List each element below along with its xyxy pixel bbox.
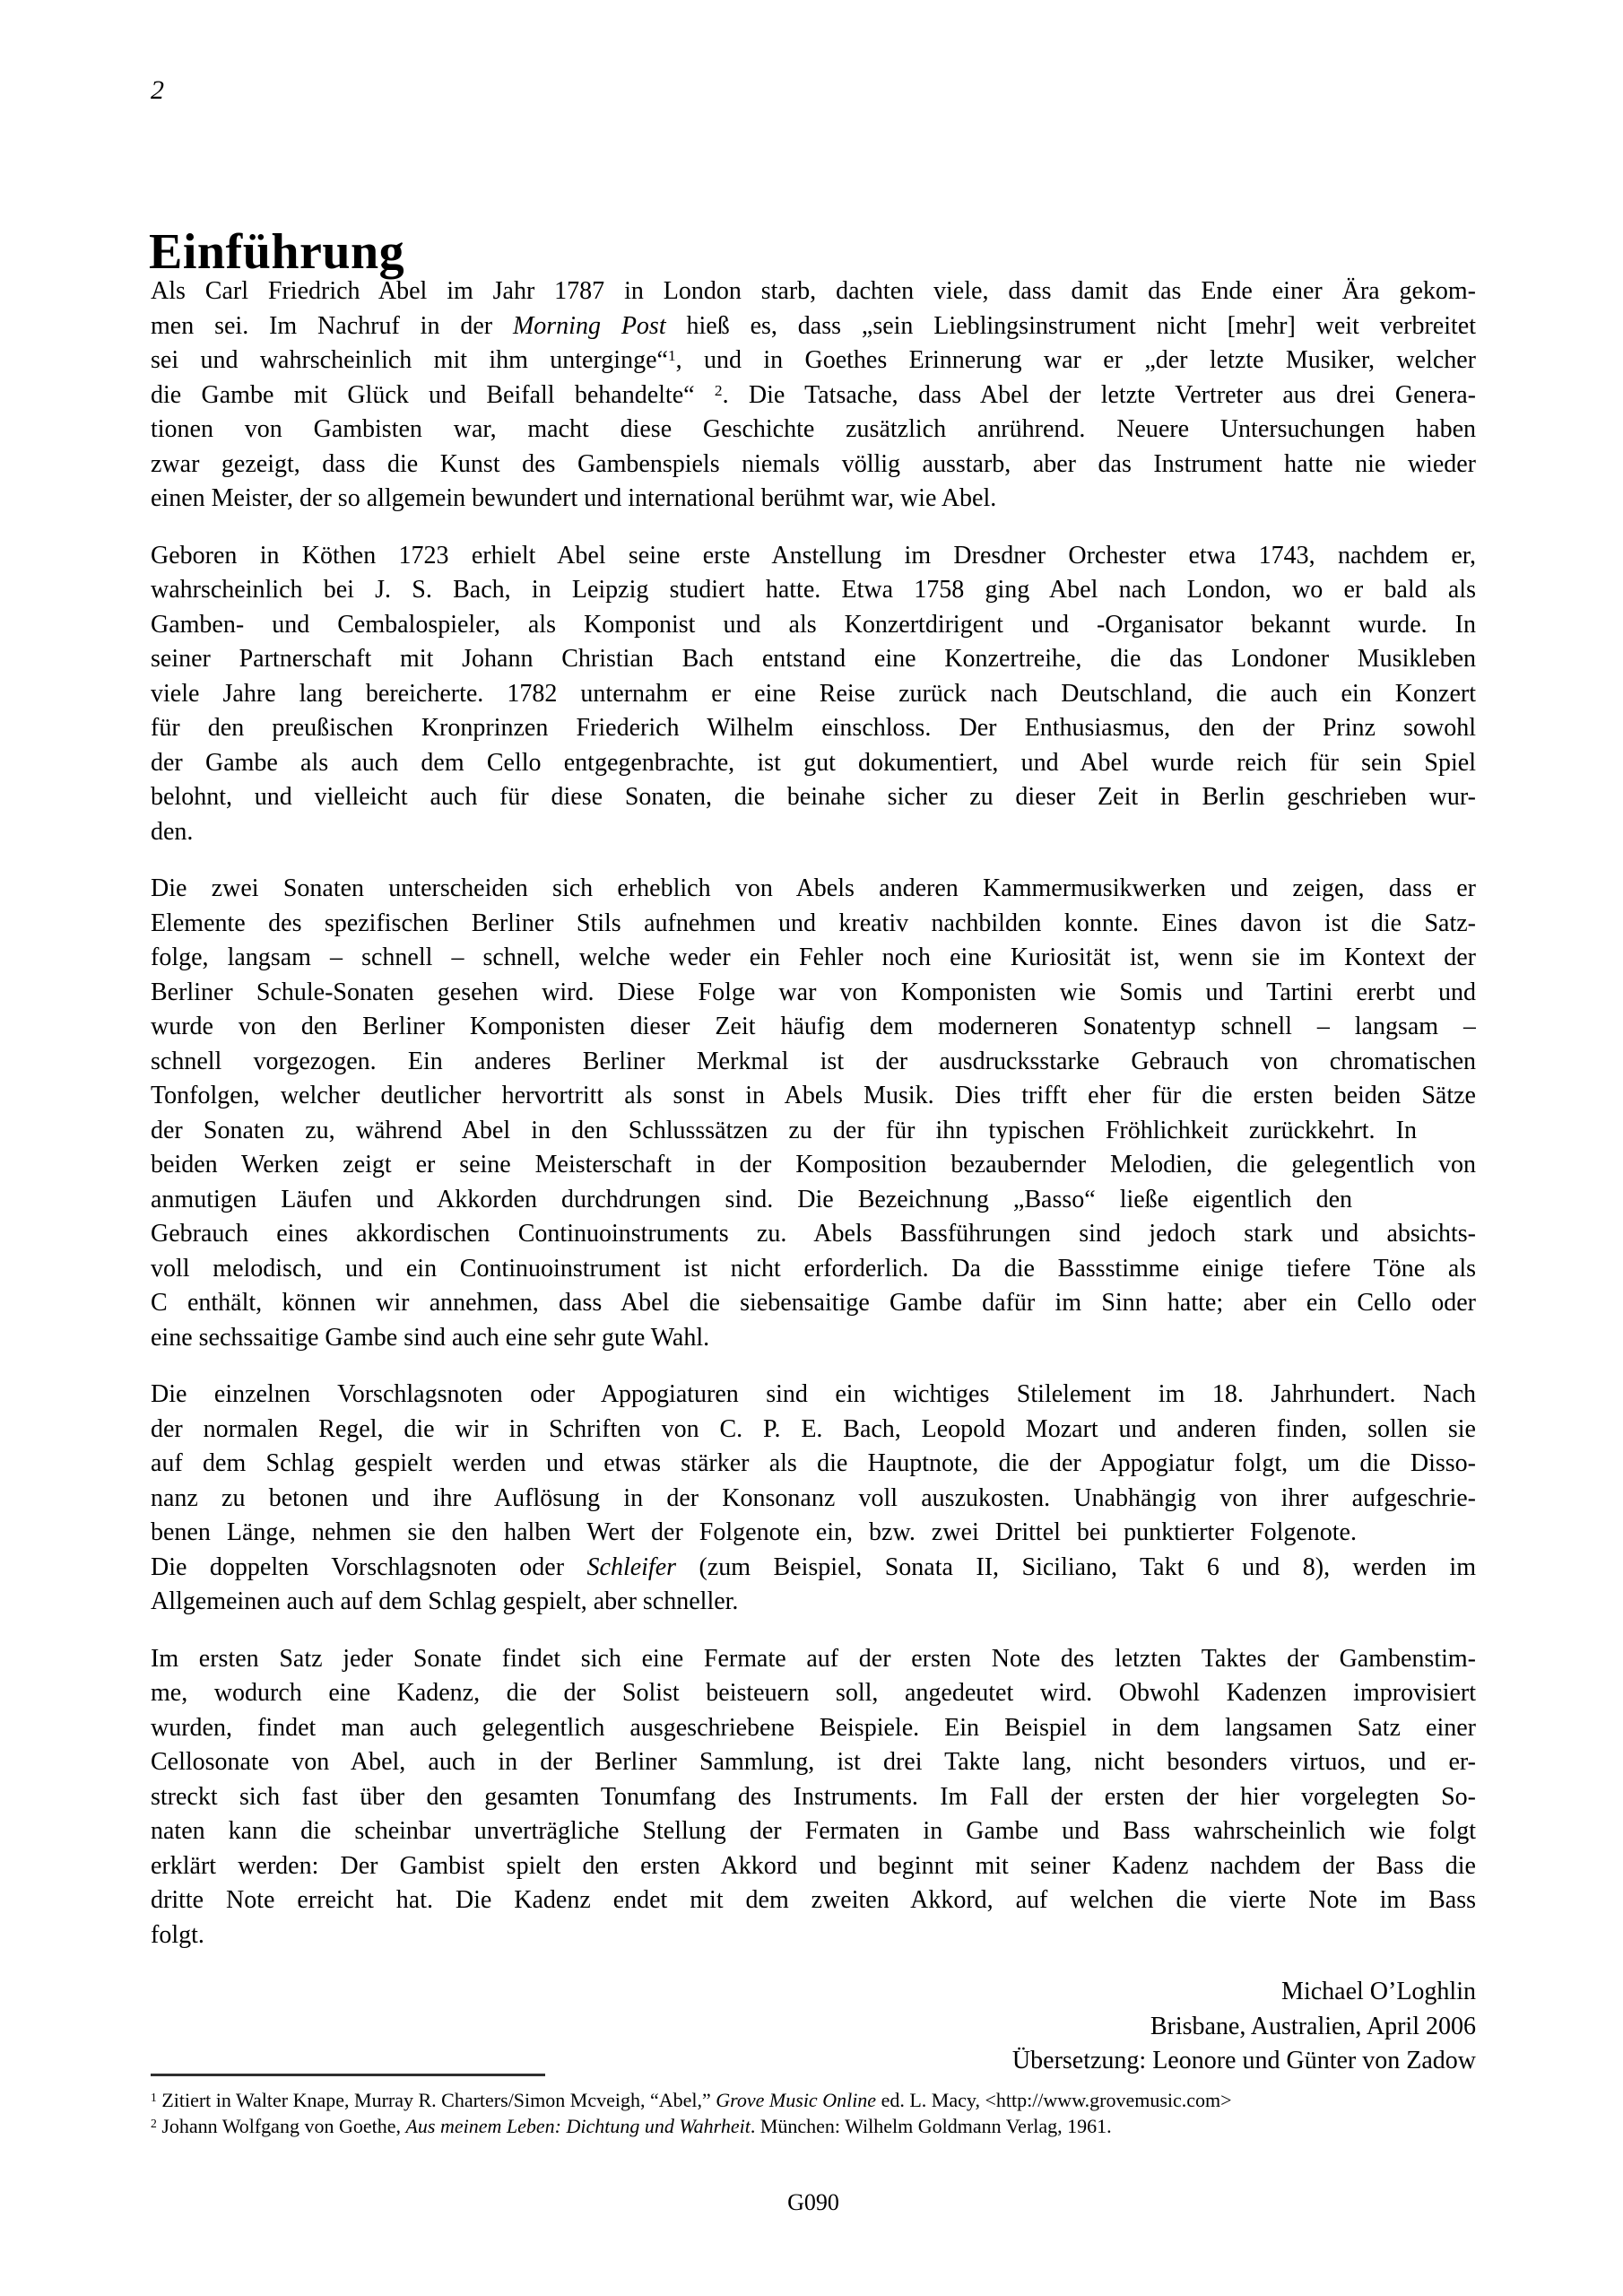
text-line: für den preußischen Kronprinzen Friederich Wilhelm einschloss. Der Enthusiasmus, den der Prinz sowohl (151, 714, 1476, 742)
text-line: Geboren in Köthen 1723 erhielt Abel seine erste Anstellung im Dresdner Orchester etwa 1743, nachdem er, (151, 541, 1476, 570)
text-line: eine sechssaitige Gambe sind auch eine sehr gute Wahl. (151, 1323, 710, 1352)
text-line: nanz zu betonen und ihre Auflösung in der Konsonanz voll auszukosten. Unabhängig von ihrer aufgeschrie- (151, 1483, 1476, 1512)
text-line: folge, langsam – schnell – schnell, welche weder ein Fehler noch eine Kuriosität ist, wenn sie im Kontext der (151, 944, 1476, 971)
paragraph (151, 872, 1476, 1355)
text-line: folgt. (151, 1920, 204, 1949)
paragraph (151, 1642, 1476, 1953)
footnote-separator (151, 2074, 545, 2076)
text-line: Allgemeinen auch auf dem Schlag gespielt, aber schneller. (151, 1587, 739, 1615)
text-line: schnell vorgezogen. Ein anderes Berliner Merkmal ist der ausdrucksstarke Gebrauch von chromatischen (151, 1047, 1476, 1075)
plate-number: G090 (787, 2189, 839, 2215)
text-line: auf dem Schlag gespielt werden und etwas stärker als die Hauptnote, die der Appogiatur folgt, um die Disso- (151, 1449, 1476, 1477)
page-number: 2 (151, 75, 164, 105)
text-line: tionen von Gambisten war, macht diese Geschichte zusätzlich anrührend. Neuere Untersuchungen haben (151, 415, 1476, 443)
signature-block (151, 1975, 1476, 2079)
text-line: seiner Partnerschaft mit Johann Christian Bach entstand eine Konzertreihe, die das Londoner Musikleben (151, 645, 1476, 673)
text-line: Die einzelnen Vorschlagsnoten oder Appogiaturen sind ein wichtiges Stilelement im 18. Jahrhundert. Nach (151, 1380, 1476, 1408)
text-line: Die zwei Sonaten unterscheiden sich erheblich von Abels anderen Kammermusikwerken und zeigen, dass er (151, 874, 1476, 902)
page-title: Einführung (149, 223, 405, 280)
text-line: men sei. Im Nachruf in der Morning Post hieß es, dass „sein Lieblingsinstrument nicht [mehr] weit verbreitet (151, 311, 1476, 340)
text-line: dritte Note erreicht hat. Die Kadenz endet mit dem zweiten Akkord, auf welchen die vierte Note im Bass (151, 1886, 1476, 1914)
signature-line: Michael O’Loghlin (1281, 1978, 1476, 2005)
footnote-list (151, 2087, 1476, 2139)
text-line: einen Meister, der so allgemein bewundert und international berühmt war, wie Abel. (151, 484, 997, 512)
text-line: voll melodisch, und ein Continuoinstrument ist nicht erforderlich. Da die Bassstimme einige tiefere Töne als (151, 1254, 1476, 1283)
text-line: sei und wahrscheinlich mit ihm unterginge“$^1$, und in Goethes Erinnerung war er „der letzte Musiker, welcher (151, 346, 1476, 374)
text-line: der Sonaten zu, während Abel in den Schlusssätzen zu der für ihn typischen Fröhlichkeit zurückkehrt. In (151, 1116, 1417, 1144)
text-line: wahrscheinlich bei J. S. Bach, in Leipzig studiert hatte. Etwa 1758 ging Abel nach London, wo er bald als (151, 576, 1476, 604)
text-line: Elemente des spezifischen Berliner Stils aufnehmen und kreativ nachbilden konnte. Eines davon ist die Satz- (151, 909, 1476, 937)
footnote: $^2$ Johann Wolfgang von Goethe, Aus meinem Leben: Dichtung und Wahrheit. München: Wilhelm Goldmann Verlag, 1961. (151, 2115, 1112, 2137)
text-line: Als Carl Friedrich Abel im Jahr 1787 in London starb, dachten viele, dass damit das Ende einer Ära gekom- (151, 277, 1476, 305)
footnote-marker: 1 (151, 2090, 157, 2104)
text-line: viele Jahre lang bereicherte. 1782 unternahm er eine Reise zurück nach Deutschland, die auch ein Konzert (151, 679, 1476, 708)
text-line: C enthält, können wir annehmen, dass Abel die siebensaitige Gambe dafür im Sinn hatte; aber ein Cello oder (151, 1289, 1476, 1317)
footnote-marker: 2 (151, 2116, 157, 2130)
text-line: der normalen Regel, die wir in Schriften von C. P. E. Bach, Leopold Mozart und anderen finden, sollen sie (151, 1414, 1476, 1443)
text-line: naten kann die scheinbar unverträgliche Stellung der Fermaten in Gambe und Bass wahrscheinlich wie folgt (151, 1817, 1476, 1845)
text-line: Tonfolgen, welcher deutlicher hervortritt als sonst in Abels Musik. Dies trifft eher für die ersten beiden Sätze (151, 1082, 1476, 1109)
text-line: Berliner Schule-Sonaten gesehen wird. Diese Folge war von Komponisten wie Somis und Tartini ererbt und (151, 978, 1476, 1006)
footnote: $^1$ Zitiert in Walter Knape, Murray R. Charters/Simon Mcveigh, “Abel,” Grove Music Online ed. L. Macy, <http://www.grovemusic.com> (151, 2089, 1232, 2111)
text-line: wurde von den Berliner Komponisten dieser Zeit häufig dem moderneren Sonatentyp schnell – langsam – (151, 1013, 1476, 1040)
text-line: die Gambe mit Glück und Beifall behandelte“ $^2$. Die Tatsache, dass Abel der letzte Vertreter aus drei Genera- (151, 380, 1476, 409)
text-line: streckt sich fast über den gesamten Tonumfang des Instruments. Im Fall der ersten der hier vorgelegten So- (151, 1782, 1476, 1811)
text-line: anmutigen Läufen und Akkorden durchdrungen sind. Die Bezeichnung „Basso“ ließe eigentlich den (151, 1185, 1352, 1213)
text-line: Cellosonate von Abel, auch in der Berliner Sammlung, ist drei Takte lang, nicht besonders virtuos, und er- (151, 1748, 1476, 1776)
text-line: belohnt, und vielleicht auch für diese Sonaten, die beinahe sicher zu dieser Zeit in Berlin geschrieben wur- (151, 783, 1476, 811)
text-line: benen Länge, nehmen sie den halben Wert der Folgenote ein, bzw. zwei Drittel bei punktierter Folgenote. (151, 1518, 1357, 1546)
text-line: me, wodurch eine Kadenz, die der Solist beisteuern soll, angedeutet wird. Obwohl Kadenzen improvisiert (151, 1679, 1476, 1707)
text-line: erklärt werden: Der Gambist spielt den ersten Akkord und beginnt mit seiner Kadenz nachdem der Bass die (151, 1851, 1476, 1880)
paragraphs-container (151, 274, 1476, 1952)
text-line: zwar gezeigt, dass die Kunst des Gambenspiels niemals völlig ausstarb, aber das Instrument hatte nie wieder (151, 449, 1476, 478)
paragraph (151, 539, 1476, 850)
paragraph (151, 274, 1476, 517)
text-line: Gamben- und Cembalospieler, als Komponist und als Konzertdirigent und -Organisator bekannt wurde. In (151, 610, 1476, 639)
text-line: wurden, findet man auch gelegentlich ausgeschriebene Beispiele. Ein Beispiel in dem langsamen Satz einer (151, 1713, 1476, 1742)
body-text (151, 274, 1476, 2079)
text-line: Die doppelten Vorschlagsnoten oder Schleifer (zum Beispiel, Sonata II, Siciliano, Takt 6 und 8), werden im (151, 1552, 1476, 1581)
signature-line: Übersetzung: Leonore und Günter von Zadow (1011, 2047, 1476, 2074)
text-line: Gebrauch eines akkordischen Continuoinstruments zu. Abels Bassführungen sind jedoch stark und absichts- (151, 1220, 1476, 1248)
text-line: der Gambe als auch dem Cello entgegenbrachte, ist gut dokumentiert, und Abel wurde reich für sein Spiel (151, 748, 1476, 777)
text-line: beiden Werken zeigt er seine Meisterschaft in der Komposition bezaubernder Melodien, die gelegentlich von (151, 1151, 1476, 1178)
text-line: Im ersten Satz jeder Sonate findet sich eine Fermate auf der ersten Note des letzten Taktes der Gambenstim- (151, 1644, 1476, 1673)
paragraph (151, 1378, 1476, 1620)
signature-line: Brisbane, Australien, April 2006 (1150, 2012, 1476, 2040)
text-line: den. (151, 817, 194, 846)
footnotes-section (151, 2074, 1476, 2139)
